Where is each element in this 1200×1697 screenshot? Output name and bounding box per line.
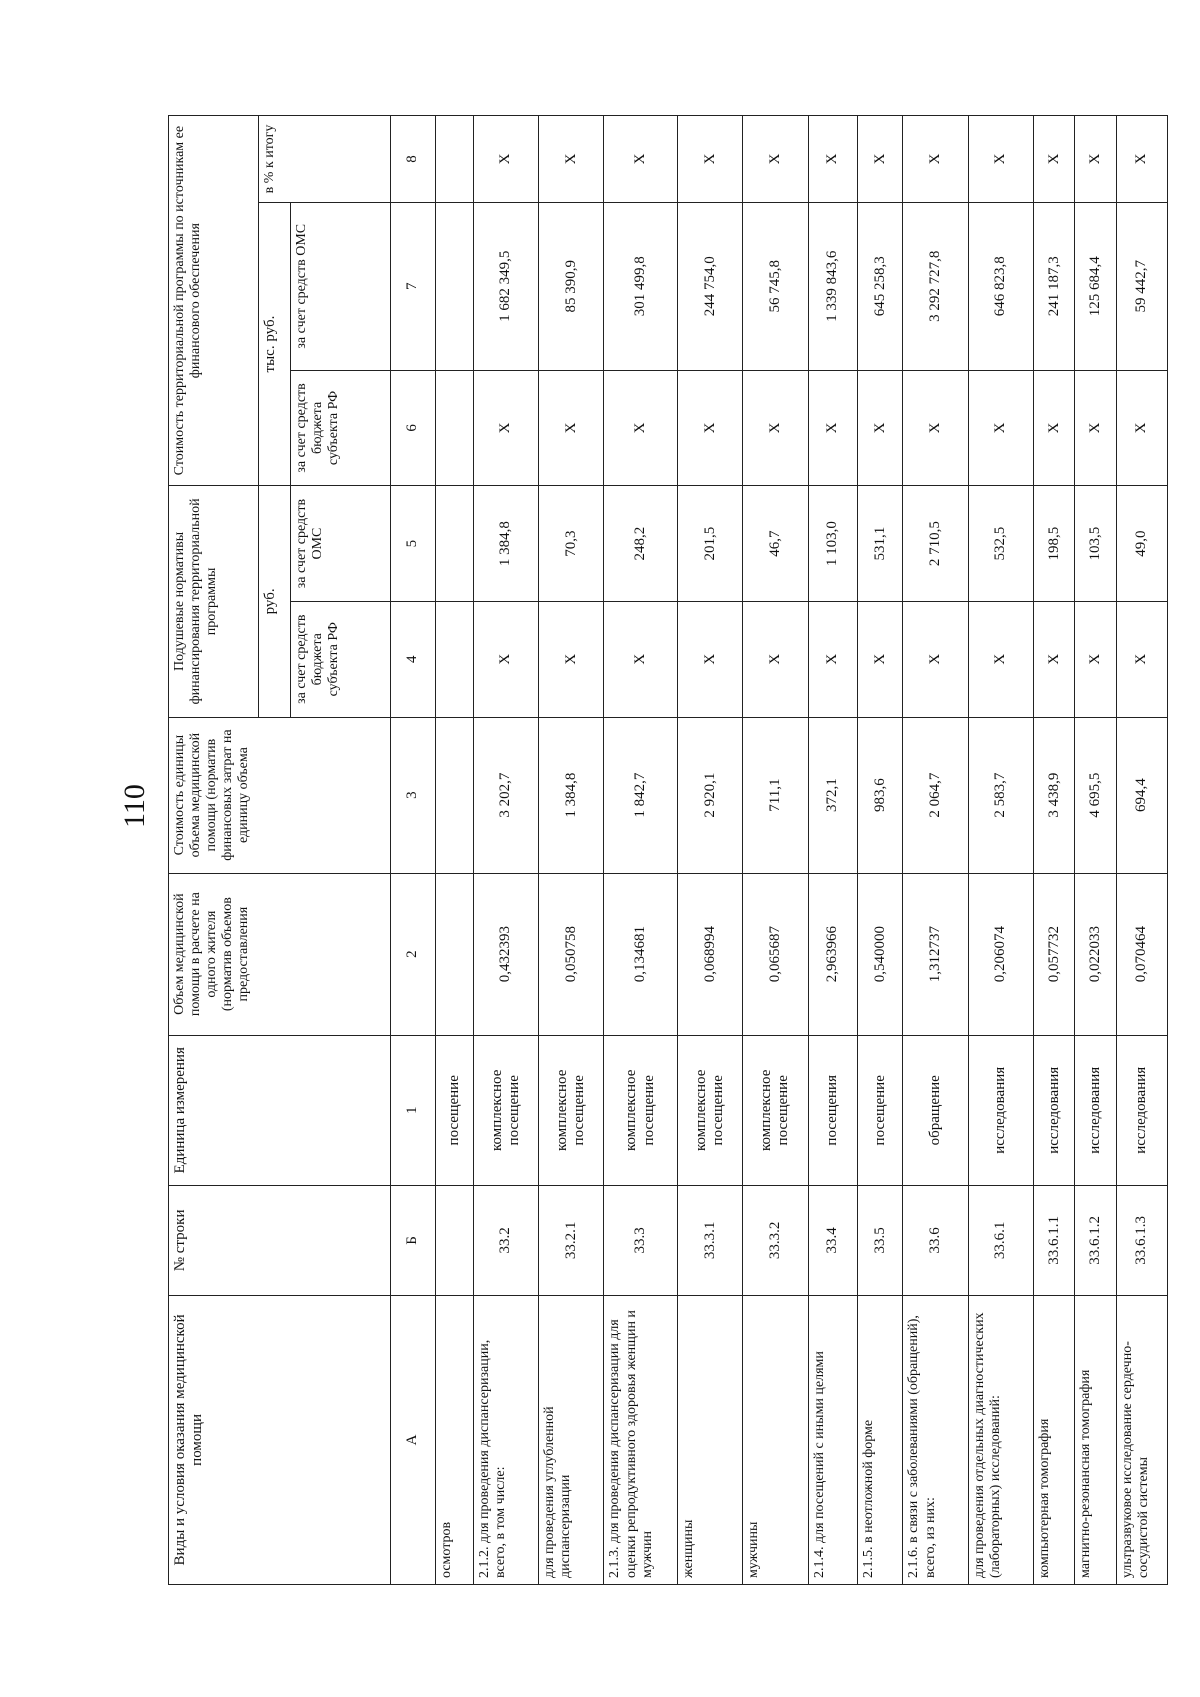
header-budget-thous: за счет средств бюджета субъекта РФ: [291, 370, 391, 486]
cell-unit: посещения: [808, 1035, 858, 1185]
table-row: [903, 116, 968, 1585]
cell-unit-cost: 1 842,7: [604, 717, 678, 873]
cell-description: для проведения углубленной диспансеризации: [539, 1295, 604, 1584]
header-thous-rub: тыс. руб.: [259, 202, 291, 485]
cell-row-number: [436, 1185, 474, 1295]
cell-unit: посещение: [858, 1035, 903, 1185]
cell-oms-per-capita: [436, 486, 474, 602]
cell-oms-per-capita: 103,5: [1075, 486, 1117, 602]
cell-unit-cost: 2 920,1: [678, 717, 743, 873]
cell-unit-cost: 2 583,7: [968, 717, 1033, 873]
table-header: [169, 116, 436, 1585]
cell-volume: 0,065687: [743, 873, 808, 1035]
cell-oms-per-capita: 1 103,0: [808, 486, 858, 602]
cell-unit-cost: 983,6: [858, 717, 903, 873]
cell-volume: 0,540000: [858, 873, 903, 1035]
table-body: [436, 116, 1168, 1585]
cell-unit-cost: 3 202,7: [473, 717, 538, 873]
cell-oms-total: 1 339 843,6: [808, 202, 858, 370]
cell-percent: Х: [858, 116, 903, 203]
cell-budget-per-capita: Х: [473, 601, 538, 717]
cell-volume: 0,050758: [539, 873, 604, 1035]
header-per-capita: Подушевые нормативы финансирования территориальной программы: [169, 486, 259, 717]
cell-oms-total: 301 499,8: [604, 202, 678, 370]
cell-percent: Х: [968, 116, 1033, 203]
cell-description: 2.1.3. для проведения диспансеризации для оценки репродуктивного здоровья женщин и мужчин: [604, 1295, 678, 1584]
cell-oms-per-capita: 49,0: [1116, 486, 1167, 602]
cell-percent: Х: [1033, 116, 1075, 203]
table-row: [858, 116, 903, 1585]
cell-description: 2.1.2. для проведения диспансеризации, всего, в том числе:: [473, 1295, 538, 1584]
header-budget-rub: за счет средств бюджета субъекта РФ: [291, 601, 391, 717]
cell-unit: исследования: [1075, 1035, 1117, 1185]
cell-budget-total: Х: [473, 370, 538, 486]
cell-budget-per-capita: Х: [743, 601, 808, 717]
cell-description: мужчины: [743, 1295, 808, 1584]
cell-budget-total: Х: [743, 370, 808, 486]
colnum-a: А: [391, 1295, 436, 1584]
cell-budget-total: Х: [604, 370, 678, 486]
cell-volume: 2,963966: [808, 873, 858, 1035]
header-oms-thous: за счет средств ОМС: [291, 202, 391, 370]
cell-row-number: 33.6.1.2: [1075, 1185, 1117, 1295]
cell-row-number: 33.6.1.3: [1116, 1185, 1167, 1295]
cell-budget-total: Х: [968, 370, 1033, 486]
cell-row-number: 33.2.1: [539, 1185, 604, 1295]
cell-description: ультразвуковое исследование сердечно-сосудистой системы: [1116, 1295, 1167, 1584]
header-unit: Единица измерения: [169, 1035, 391, 1185]
cell-budget-total: Х: [1075, 370, 1117, 486]
cell-oms-total: 56 745,8: [743, 202, 808, 370]
cell-row-number: 33.3: [604, 1185, 678, 1295]
cell-oms-total: 59 442,7: [1116, 202, 1167, 370]
table-row: [678, 116, 743, 1585]
cell-oms-total: 125 684,4: [1075, 202, 1117, 370]
cell-unit-cost: 4 695,5: [1075, 717, 1117, 873]
cell-unit-cost: 694,4: [1116, 717, 1167, 873]
cell-budget-per-capita: Х: [1116, 601, 1167, 717]
cell-budget-per-capita: Х: [539, 601, 604, 717]
page-number: 110: [118, 784, 151, 828]
cell-oms-total: 85 390,9: [539, 202, 604, 370]
colnum-b: Б: [391, 1185, 436, 1295]
colnum-1: 1: [391, 1035, 436, 1185]
cell-row-number: 33.3.2: [743, 1185, 808, 1295]
cell-volume: [436, 873, 474, 1035]
cell-oms-per-capita: 70,3: [539, 486, 604, 602]
header-rub: руб.: [259, 486, 291, 717]
cell-percent: Х: [1116, 116, 1167, 203]
cell-percent: Х: [808, 116, 858, 203]
colnum-4: 4: [391, 601, 436, 717]
colnum-5: 5: [391, 486, 436, 602]
cell-oms-per-capita: 532,5: [968, 486, 1033, 602]
cell-volume: 0,070464: [1116, 873, 1167, 1035]
cell-unit: исследования: [1116, 1035, 1167, 1185]
header-kind: Виды и условия оказания медицинской помощи: [169, 1295, 391, 1584]
cell-row-number: 33.3.1: [678, 1185, 743, 1295]
table-row: [539, 116, 604, 1585]
cell-unit: комплексное посещение: [604, 1035, 678, 1185]
cell-budget-total: Х: [539, 370, 604, 486]
cell-unit-cost: 711,1: [743, 717, 808, 873]
cell-budget-per-capita: Х: [1075, 601, 1117, 717]
table-row: [1116, 116, 1167, 1585]
header-unit-cost: Стоимость единицы объема медицинской помощи (норматив финансовых затрат на единицу объема: [169, 717, 391, 873]
cell-oms-per-capita: 1 384,8: [473, 486, 538, 602]
table-row: [808, 116, 858, 1585]
cell-budget-per-capita: [436, 601, 474, 717]
cell-budget-per-capita: Х: [604, 601, 678, 717]
cell-unit: посещение: [436, 1035, 474, 1185]
cell-percent: Х: [539, 116, 604, 203]
cell-description: магнитно-резонансная томография: [1075, 1295, 1117, 1584]
cell-budget-per-capita: Х: [968, 601, 1033, 717]
cell-row-number: 33.6: [903, 1185, 968, 1295]
header-volume: Объем медицинской помощи в расчете на одного жителя (норматив объемов предоставления: [169, 873, 391, 1035]
financing-table: [168, 115, 1168, 1585]
cell-percent: Х: [678, 116, 743, 203]
cell-budget-per-capita: Х: [678, 601, 743, 717]
table-row: [743, 116, 808, 1585]
column-numbers-row: [391, 116, 436, 1585]
cell-budget-per-capita: Х: [858, 601, 903, 717]
cell-unit-cost: 2 064,7: [903, 717, 968, 873]
cell-row-number: 33.5: [858, 1185, 903, 1295]
cell-volume: 0,206074: [968, 873, 1033, 1035]
cell-description: женщины: [678, 1295, 743, 1584]
cell-unit-cost: 372,1: [808, 717, 858, 873]
cell-percent: [436, 116, 474, 203]
cell-oms-total: 646 823,8: [968, 202, 1033, 370]
colnum-8: 8: [391, 116, 436, 203]
cell-percent: Х: [743, 116, 808, 203]
cell-volume: 0,134681: [604, 873, 678, 1035]
cell-oms-total: 244 754,0: [678, 202, 743, 370]
cell-oms-per-capita: 46,7: [743, 486, 808, 602]
cell-row-number: 33.6.1: [968, 1185, 1033, 1295]
cell-unit: обращение: [903, 1035, 968, 1185]
cell-description: 2.1.4. для посещений с иными целями: [808, 1295, 858, 1584]
cell-row-number: 33.4: [808, 1185, 858, 1295]
cell-oms-per-capita: 201,5: [678, 486, 743, 602]
table-row: [604, 116, 678, 1585]
table-row: [1033, 116, 1075, 1585]
cell-budget-per-capita: Х: [1033, 601, 1075, 717]
cell-volume: 0,068994: [678, 873, 743, 1035]
cell-oms-total: [436, 202, 474, 370]
cell-budget-total: Х: [1116, 370, 1167, 486]
cell-volume: 0,432393: [473, 873, 538, 1035]
cell-row-number: 33.2: [473, 1185, 538, 1295]
rotated-table-container: [168, 115, 1168, 1585]
cell-percent: Х: [903, 116, 968, 203]
cell-budget-total: [436, 370, 474, 486]
cell-budget-total: Х: [858, 370, 903, 486]
colnum-6: 6: [391, 370, 436, 486]
cell-oms-per-capita: 2 710,5: [903, 486, 968, 602]
cell-unit-cost: 3 438,9: [1033, 717, 1075, 873]
cell-oms-total: 241 187,3: [1033, 202, 1075, 370]
cell-volume: 0,057732: [1033, 873, 1075, 1035]
cell-unit-cost: [436, 717, 474, 873]
cell-percent: Х: [1075, 116, 1117, 203]
cell-oms-per-capita: 198,5: [1033, 486, 1075, 602]
cell-percent: Х: [473, 116, 538, 203]
cell-oms-per-capita: 248,2: [604, 486, 678, 602]
header-row-no: № строки: [169, 1185, 391, 1295]
cell-description: компьютерная томография: [1033, 1295, 1075, 1584]
cell-unit: комплексное посещение: [473, 1035, 538, 1185]
table-row: [1075, 116, 1117, 1585]
cell-percent: Х: [604, 116, 678, 203]
cell-unit-cost: 1 384,8: [539, 717, 604, 873]
cell-unit: комплексное посещение: [539, 1035, 604, 1185]
header-cost: Стоимость территориальной программы по источникам ее финансового обеспечения: [169, 116, 259, 486]
cell-budget-per-capita: Х: [903, 601, 968, 717]
cell-volume: 1,312737: [903, 873, 968, 1035]
cell-unit: исследования: [968, 1035, 1033, 1185]
cell-oms-per-capita: 531,1: [858, 486, 903, 602]
table-row: [968, 116, 1033, 1585]
cell-budget-total: Х: [678, 370, 743, 486]
cell-description: осмотров: [436, 1295, 474, 1584]
cell-unit: исследования: [1033, 1035, 1075, 1185]
colnum-2: 2: [391, 873, 436, 1035]
cell-description: для проведения отдельных диагностических (лабораторных) исследований:: [968, 1295, 1033, 1584]
header-pct: в % к итогу: [259, 116, 391, 203]
cell-description: 2.1.6. в связи с заболеваниями (обращений), всего, из них:: [903, 1295, 968, 1584]
cell-oms-total: 645 258,3: [858, 202, 903, 370]
cell-oms-total: 1 682 349,5: [473, 202, 538, 370]
table-row: [473, 116, 538, 1585]
cell-oms-total: 3 292 727,8: [903, 202, 968, 370]
cell-budget-total: Х: [1033, 370, 1075, 486]
cell-budget-total: Х: [808, 370, 858, 486]
cell-unit: комплексное посещение: [743, 1035, 808, 1185]
cell-budget-per-capita: Х: [808, 601, 858, 717]
cell-description: 2.1.5. в неотложной форме: [858, 1295, 903, 1584]
colnum-7: 7: [391, 202, 436, 370]
cell-unit: комплексное посещение: [678, 1035, 743, 1185]
table-row: [436, 116, 474, 1585]
cell-budget-total: Х: [903, 370, 968, 486]
colnum-3: 3: [391, 717, 436, 873]
header-oms-rub: за счет средств ОМС: [291, 486, 391, 602]
cell-volume: 0,022033: [1075, 873, 1117, 1035]
cell-row-number: 33.6.1.1: [1033, 1185, 1075, 1295]
